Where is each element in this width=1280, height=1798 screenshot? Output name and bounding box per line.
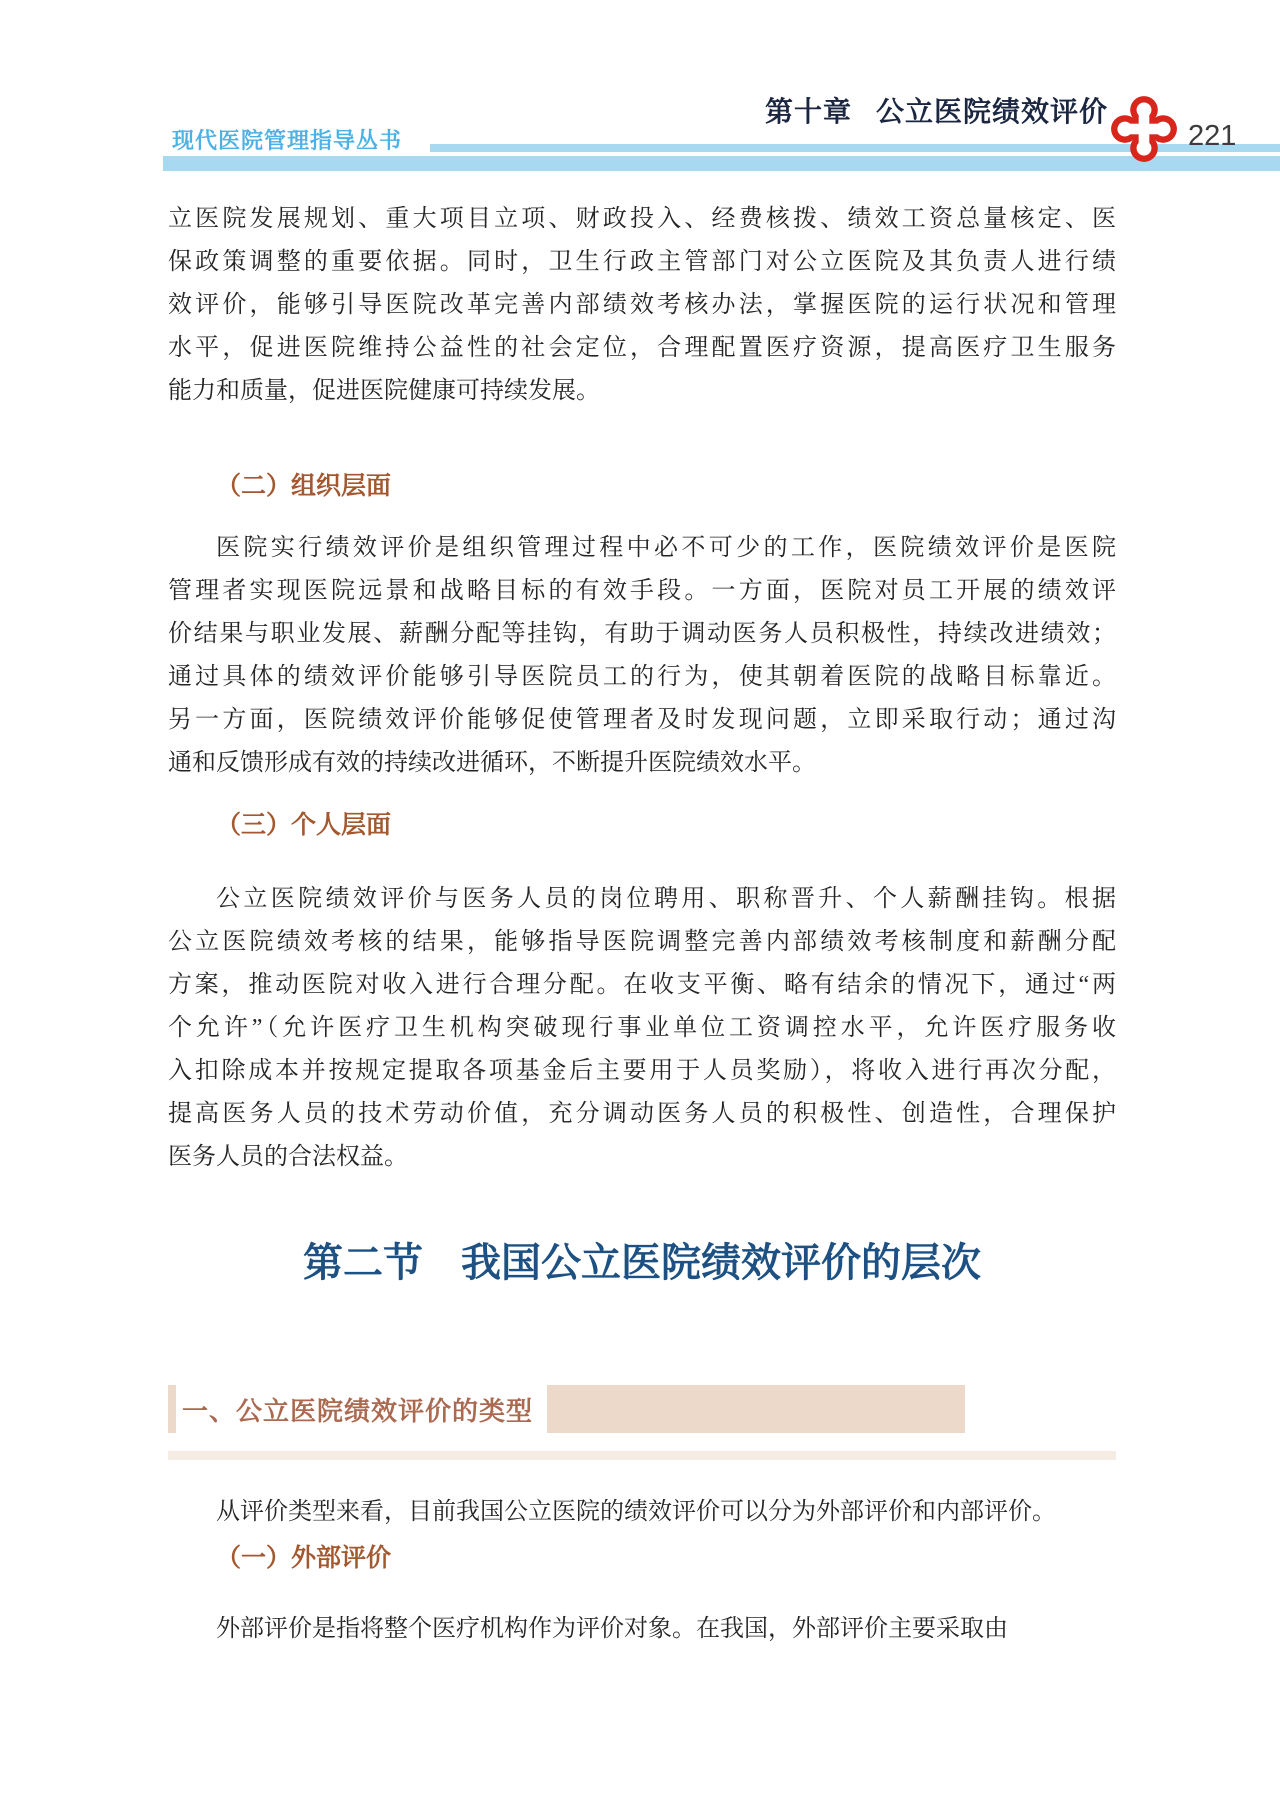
paragraph [168, 1608, 1116, 1651]
text-line: 保政策调整的重要依据。同时，卫生行政主管部门对公立医院及其负责人进行绩 [168, 249, 1116, 275]
text-line: 方案，推动医院对收入进行合理分配。在收支平衡、略有结余的情况下，通过“两 [168, 972, 1116, 998]
chapter-label: 第十章 [764, 97, 852, 128]
text-line: 提高医务人员的技术劳动价值，充分调动医务人员的积极性、创造性，合理保护 [168, 1101, 1116, 1127]
band-underline-strip [168, 1451, 1116, 1460]
text-line: 个允许”（允许医疗卫生机构突破现行事业单位工资调控水平，允许医疗服务收 [168, 1015, 1116, 1041]
subsection-heading-personal: （三）个人层面 [216, 812, 392, 839]
text-line: 医务人员的合法权益。 [168, 1144, 408, 1170]
text-line: 价结果与职业发展、薪酬分配等挂钩，有助于调动医务人员积极性，持续改进绩效； [168, 621, 1116, 647]
hospital-cross-icon [1110, 95, 1178, 168]
text-line: 入扣除成本并按规定提取各项基金后主要用于人员奖励），将收入进行再次分配， [168, 1058, 1116, 1084]
page-body [168, 198, 1116, 1651]
series-title: 现代医院管理指导丛书 [172, 128, 403, 153]
band-decor-block [547, 1385, 965, 1433]
subsection-band [168, 1384, 1116, 1434]
band-title: 一、公立医院绩效评价的类型 [182, 1395, 534, 1426]
text-line: 从评价类型来看，目前我国公立医院的绩效评价可以分为外部评价和内部评价。 [216, 1499, 1056, 1525]
paragraph [168, 1491, 1116, 1534]
paragraph [168, 878, 1116, 1179]
subsection-heading-organization: （二）组织层面 [216, 473, 392, 500]
text-line: 能力和质量，促进医院健康可持续发展。 [168, 378, 600, 404]
text-line: 公立医院绩效评价与医务人员的岗位聘用、职称晋升、个人薪酬挂钩。根据 [216, 886, 1116, 912]
paragraph [168, 198, 1116, 413]
text-line: 外部评价是指将整个医疗机构作为评价对象。在我国，外部评价主要采取由 [216, 1616, 1008, 1642]
text-line: 另一方面，医院绩效评价能够促使管理者及时发现问题，立即采取行动；通过沟 [168, 707, 1116, 733]
section-title-text: 我国公立医院绩效评价的层次 [461, 1240, 981, 1285]
page-number: 221 [1188, 120, 1237, 152]
paragraph [168, 527, 1116, 785]
text-line: 管理者实现医院远景和战略目标的有效手段。一方面，医院对员工开展的绩效评 [168, 578, 1116, 604]
text-line: 医院实行绩效评价是组织管理过程中必不可少的工作，医院绩效评价是医院 [216, 535, 1116, 561]
section-label: 第二节 [303, 1240, 423, 1285]
section-title [168, 1235, 1116, 1291]
text-line: 公立医院绩效考核的结果，能够指导医院调整完善内部绩效考核制度和薪酬分配 [168, 929, 1116, 955]
text-line: 立医院发展规划、重大项目立项、财政投入、经费核拨、绩效工资总量核定、医 [168, 206, 1116, 232]
chapter-heading [0, 90, 1108, 130]
chapter-title: 公立医院绩效评价 [875, 97, 1108, 128]
text-line: 通和反馈形成有效的持续改进循环，不断提升医院绩效水平。 [168, 750, 816, 776]
subsection-heading-external: （一）外部评价 [216, 1545, 392, 1572]
text-line: 水平，促进医院维持公益性的社会定位，合理配置医疗资源，提高医疗卫生服务 [168, 335, 1116, 361]
text-line: 通过具体的绩效评价能够引导医院员工的行为，使其朝着医院的战略目标靠近。 [168, 664, 1116, 690]
band-accent-bar [168, 1385, 176, 1433]
text-line: 效评价，能够引导医院改革完善内部绩效考核办法，掌握医院的运行状况和管理 [168, 292, 1116, 318]
